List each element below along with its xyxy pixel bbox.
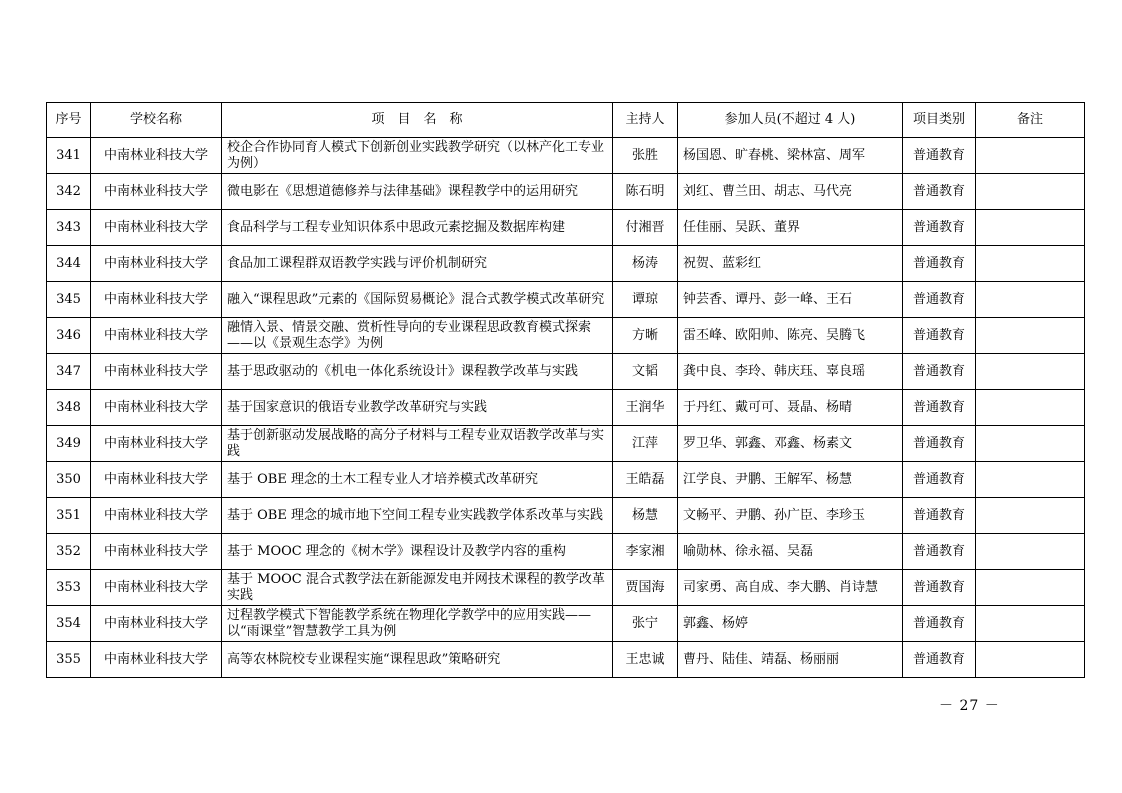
header-title: 项 目 名 称 (222, 103, 613, 138)
cell-category: 普通教育 (903, 426, 976, 462)
cell-host: 王皓磊 (613, 462, 678, 498)
cell-host: 方晰 (613, 318, 678, 354)
cell-host: 王润华 (613, 390, 678, 426)
cell-remarks (976, 534, 1085, 570)
cell-members: 文畅平、尹鹏、孙广臣、李珍玉 (678, 498, 903, 534)
cell-title: 基于 OBE 理念的土木工程专业人才培养模式改革研究 (222, 462, 613, 498)
cell-host: 张胜 (613, 138, 678, 174)
cell-category: 普通教育 (903, 642, 976, 678)
cell-members: 雷丕峰、欧阳帅、陈亮、吴腾飞 (678, 318, 903, 354)
project-table (46, 102, 1085, 678)
cell-school: 中南林业科技大学 (91, 246, 222, 282)
cell-school: 中南林业科技大学 (91, 210, 222, 246)
cell-remarks (976, 462, 1085, 498)
cell-members: 罗卫华、郭鑫、邓鑫、杨素文 (678, 426, 903, 462)
cell-category: 普通教育 (903, 462, 976, 498)
table-row (47, 462, 1085, 498)
cell-category: 普通教育 (903, 174, 976, 210)
cell-host: 杨慧 (613, 498, 678, 534)
cell-category: 普通教育 (903, 210, 976, 246)
cell-remarks (976, 354, 1085, 390)
table-row (47, 354, 1085, 390)
cell-host: 贾国海 (613, 570, 678, 606)
cell-school: 中南林业科技大学 (91, 138, 222, 174)
cell-category: 普通教育 (903, 138, 976, 174)
cell-school: 中南林业科技大学 (91, 606, 222, 642)
table-row (47, 246, 1085, 282)
cell-members: 司家勇、高自成、李大鹏、肖诗慧 (678, 570, 903, 606)
table-row (47, 390, 1085, 426)
cell-host: 谭琼 (613, 282, 678, 318)
cell-remarks (976, 426, 1085, 462)
cell-remarks (976, 282, 1085, 318)
cell-host: 王忠诚 (613, 642, 678, 678)
table-row (47, 318, 1085, 354)
cell-host: 陈石明 (613, 174, 678, 210)
cell-category: 普通教育 (903, 390, 976, 426)
cell-members: 祝贺、蓝彩红 (678, 246, 903, 282)
cell-remarks (976, 210, 1085, 246)
cell-category: 普通教育 (903, 246, 976, 282)
cell-members: 郭鑫、杨婷 (678, 606, 903, 642)
cell-host: 李家湘 (613, 534, 678, 570)
cell-num: 343 (47, 210, 91, 246)
cell-title: 基于 MOOC 理念的《树木学》课程设计及教学内容的重构 (222, 534, 613, 570)
cell-host: 文韬 (613, 354, 678, 390)
cell-members: 钟芸香、谭丹、彭一峰、王石 (678, 282, 903, 318)
cell-title: 基于 OBE 理念的城市地下空间工程专业实践教学体系改革与实践 (222, 498, 613, 534)
cell-remarks (976, 606, 1085, 642)
cell-members: 喻勋林、徐永福、吴磊 (678, 534, 903, 570)
cell-remarks (976, 246, 1085, 282)
page-number: － 27 － (939, 698, 1000, 714)
cell-category: 普通教育 (903, 570, 976, 606)
cell-school: 中南林业科技大学 (91, 498, 222, 534)
cell-num: 351 (47, 498, 91, 534)
cell-category: 普通教育 (903, 354, 976, 390)
cell-remarks (976, 138, 1085, 174)
cell-num: 342 (47, 174, 91, 210)
cell-host: 付湘晋 (613, 210, 678, 246)
cell-num: 349 (47, 426, 91, 462)
table-row (47, 426, 1085, 462)
cell-members: 杨国恩、旷春桃、梁林富、周军 (678, 138, 903, 174)
cell-members: 曹丹、陆佳、靖磊、杨丽丽 (678, 642, 903, 678)
cell-category: 普通教育 (903, 534, 976, 570)
table-row (47, 282, 1085, 318)
cell-title: 融入“课程思政”元素的《国际贸易概论》混合式教学模式改革研究 (222, 282, 613, 318)
table-row (47, 498, 1085, 534)
cell-school: 中南林业科技大学 (91, 174, 222, 210)
cell-title: 食品加工课程群双语教学实践与评价机制研究 (222, 246, 613, 282)
cell-remarks (976, 642, 1085, 678)
cell-category: 普通教育 (903, 318, 976, 354)
cell-members: 龚中良、李玲、韩庆珏、辜良瑶 (678, 354, 903, 390)
cell-title: 食品科学与工程专业知识体系中思政元素挖掘及数据库构建 (222, 210, 613, 246)
cell-host: 张宁 (613, 606, 678, 642)
cell-members: 于丹红、戴可可、聂晶、杨晴 (678, 390, 903, 426)
table-row (47, 210, 1085, 246)
cell-category: 普通教育 (903, 498, 976, 534)
cell-num: 346 (47, 318, 91, 354)
cell-num: 355 (47, 642, 91, 678)
header-category: 项目类别 (903, 103, 976, 138)
cell-title: 微电影在《思想道德修养与法律基础》课程教学中的运用研究 (222, 174, 613, 210)
cell-num: 347 (47, 354, 91, 390)
cell-num: 345 (47, 282, 91, 318)
cell-host: 杨涛 (613, 246, 678, 282)
table-row (47, 174, 1085, 210)
cell-remarks (976, 318, 1085, 354)
cell-remarks (976, 570, 1085, 606)
table-row (47, 570, 1085, 606)
cell-school: 中南林业科技大学 (91, 642, 222, 678)
cell-num: 352 (47, 534, 91, 570)
cell-title: 校企合作协同育人模式下创新创业实践教学研究（以林产化工专业为例） (222, 138, 613, 174)
cell-num: 354 (47, 606, 91, 642)
cell-title: 基于国家意识的俄语专业教学改革研究与实践 (222, 390, 613, 426)
header-num: 序号 (47, 103, 91, 138)
table-row (47, 642, 1085, 678)
cell-num: 348 (47, 390, 91, 426)
cell-school: 中南林业科技大学 (91, 318, 222, 354)
header-host: 主持人 (613, 103, 678, 138)
cell-members: 任佳丽、吴跃、董界 (678, 210, 903, 246)
cell-title: 过程教学模式下智能教学系统在物理化学教学中的应用实践——以“雨课堂”智慧教学工具为例 (222, 606, 613, 642)
cell-remarks (976, 498, 1085, 534)
cell-num: 353 (47, 570, 91, 606)
table-row (47, 606, 1085, 642)
cell-title: 融情入景、情景交融、赏析性导向的专业课程思政教育模式探索——以《景观生态学》为例 (222, 318, 613, 354)
table-header-row (47, 103, 1085, 138)
cell-members: 刘红、曹兰田、胡志、马代亮 (678, 174, 903, 210)
cell-school: 中南林业科技大学 (91, 282, 222, 318)
cell-school: 中南林业科技大学 (91, 390, 222, 426)
table-row (47, 138, 1085, 174)
cell-host: 江萍 (613, 426, 678, 462)
header-remarks: 备注 (976, 103, 1085, 138)
cell-remarks (976, 174, 1085, 210)
cell-title: 基于创新驱动发展战略的高分子材料与工程专业双语教学改革与实践 (222, 426, 613, 462)
cell-title: 高等农林院校专业课程实施“课程思政”策略研究 (222, 642, 613, 678)
cell-remarks (976, 390, 1085, 426)
header-members: 参加人员(不超过 4 人) (678, 103, 903, 138)
cell-school: 中南林业科技大学 (91, 426, 222, 462)
cell-school: 中南林业科技大学 (91, 534, 222, 570)
cell-title: 基于思政驱动的《机电一体化系统设计》课程教学改革与实践 (222, 354, 613, 390)
cell-members: 江学良、尹鹏、王解军、杨慧 (678, 462, 903, 498)
cell-school: 中南林业科技大学 (91, 570, 222, 606)
cell-num: 341 (47, 138, 91, 174)
cell-school: 中南林业科技大学 (91, 354, 222, 390)
header-school: 学校名称 (91, 103, 222, 138)
cell-num: 350 (47, 462, 91, 498)
cell-num: 344 (47, 246, 91, 282)
cell-category: 普通教育 (903, 282, 976, 318)
cell-category: 普通教育 (903, 606, 976, 642)
table-row (47, 534, 1085, 570)
cell-school: 中南林业科技大学 (91, 462, 222, 498)
cell-title: 基于 MOOC 混合式教学法在新能源发电并网技术课程的教学改革实践 (222, 570, 613, 606)
